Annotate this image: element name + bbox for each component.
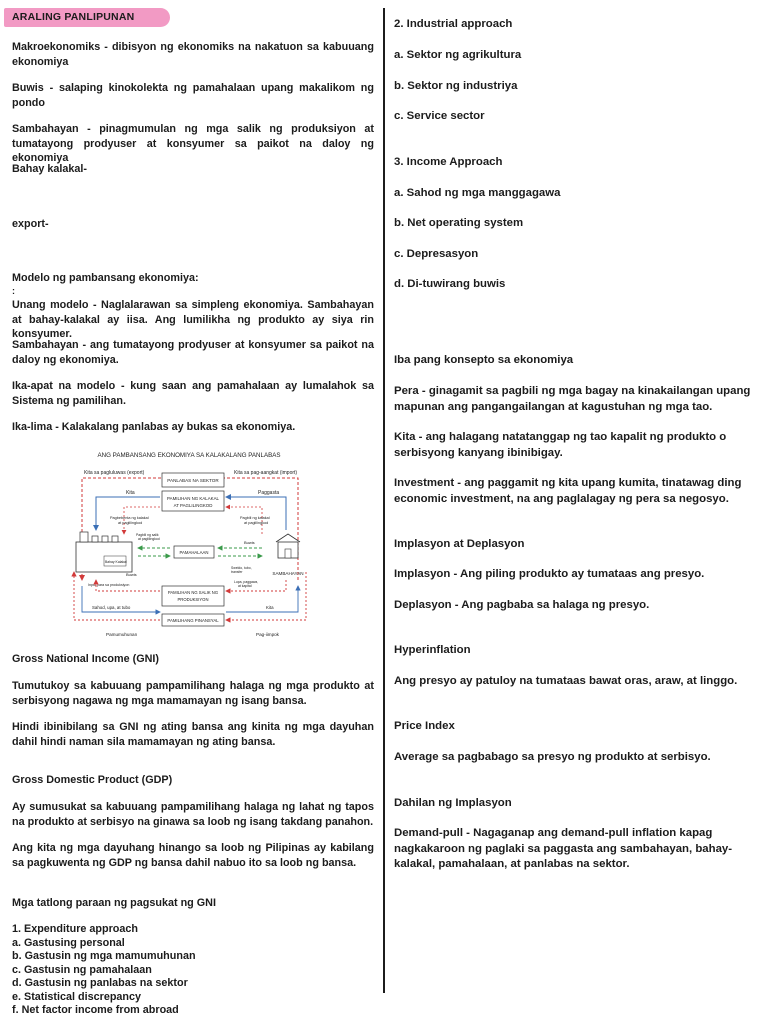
lupa-label-2: at kapital [238,584,252,588]
house-icon [276,534,300,558]
list-item: c. Depresasyon [394,248,479,260]
title-tag [4,8,170,27]
pagbebenta-label-1: Pagbebenta ng kalakal [110,516,149,520]
heading-dahilan: Dahilan ng Implasyon [394,797,512,809]
heading-implasyon-deplasyon: Implasyon at Deplasyon [394,538,525,550]
pamahalaan-label: PAMAHALAAN [179,550,209,555]
list-item: c. Service sector [394,110,485,122]
def-investment: Investment - ang paggamit ng kita upang kumita, tinatawag ding economic investment, na ang paglalagay ng pera sa negosyo. [394,477,742,505]
pamilihan-kalakal-label-1: PAMILIHAN NG KALAKAL [167,496,219,501]
pamilihang-pinansyal-label: PAMILIHANG PINANSYAL [167,618,219,623]
sahod-upa-label: Sahod, upa, at tubo [92,605,131,610]
page-title: ARALING PANLIPUNAN [12,11,135,23]
heading-iba-pang-konsepto: Iba pang konsepto sa ekonomiya [394,354,574,366]
pagbili-label-2: at paglilingkod [244,521,269,525]
industrial-approach: 2. Industrial approach [394,18,513,30]
list-item: a. Gastusing personal [12,937,125,949]
kita-bottom-label: Kita [266,605,274,610]
diagram-title: ANG PAMBANSANG EKONOMIYA SA KALAKALANG PANLABAS [97,452,281,459]
pamilihan-kalakal-box [162,491,224,511]
list-item: e. Statistical discrepancy [12,991,142,1003]
def-price-index: Average sa pagbabago sa presyo ng produkto at serbisyo. [394,751,711,763]
list-item: a. Sahod ng mga manggagawa [394,187,561,199]
column-divider [383,8,385,993]
gdp-def: Ay sumusukat sa kabuuang pampamilihang halaga ng lahat ng tapos na produkto at serbisyo na ginawa sa loob ng isang takdang panahon. [12,801,374,828]
unang-modelo: Unang modelo - Naglalarawan sa simpleng ekonomiya. Sambahayan at bahay-kalakal ay iisa. Ang lumilikha ng produkto ay siya rin konsyumer. [12,299,374,340]
list-item: 1. Expenditure approach [12,923,138,935]
pamilihan-kalakal-label-2: AT PAGLILINGKOD [173,503,213,508]
def-implasyon: Implasyon - Ang piling produkto ay tumataas ang presyo. [394,568,705,580]
def-pera: Pera - ginagamit sa pagbili ng mga bagay na kinakailangan upang mapunan ang pangangailangan at kagustuhan ng mga tao. [394,385,751,413]
pagbili-salik-label-1: Pagbili ng salik [136,533,159,537]
stray-colon: : [12,286,15,296]
sambahayan-label: SAMBAHAYAN [272,571,304,576]
circular-flow-diagram [66,448,312,644]
ika-apat-na-modelo: Ika-apat na modelo - kung saan ang pamahalaan ay lumalahok sa Sistema ng pamilihan. [12,380,374,407]
list-item: d. Gastusin ng panlabas na sektor [12,977,188,989]
def-deplasyon: Deplasyon - Ang pagbaba sa halaga ng presyo. [394,599,650,611]
income-approach: 3. Income Approach [394,156,503,168]
sahod-transfer-label-2: transfer [231,570,243,574]
pamilihan-salik-label-1: PAMILIHAN NG SALIK NG [167,590,219,595]
heading-gdp: Gross Domestic Product (GDP) [12,774,173,786]
panlabas-na-sektor-label: PANLABAS NA SEKTOR [167,478,219,483]
list-item: c. Gastusin ng pamahalaan [12,964,152,976]
pagbili-salik-label-2: at paglilingkod [138,537,160,541]
gni-note: Hindi ibinibilang sa GNI ng ating bansa ang kinita ng mga dayuhan dahil hindi naman sila mamamayan ng ating bansa. [12,721,374,748]
kita-pag-aangkat-label: Kita sa pag-aangkat (import) [234,470,298,476]
input-label: Input para sa produksiyon [88,583,130,587]
gdp-note: Ang kita ng mga dayuhang hinango sa loob ng Pilipinas ay kabilang sa pagkuwenta ng GDP ng bansa dahil nabuo ito sa loob ng bansa. [12,842,374,869]
sahod-transfer-label-1: Sweldo, tubo, [231,566,252,570]
def-kita: Kita - ang halagang natatanggap ng tao kapalit ng produkto o serbisyong kanyang ibinibigay. [394,431,727,459]
sambahayan-modelo: Sambahayan - ang tumatayong prodyuser at konsyumer sa paikot na daloy ng ekonomiya. [12,339,374,366]
list-item: a. Sektor ng agrikultura [394,49,522,61]
kita-pagluluwas-label: Kita sa pagluluwas (export) [84,470,145,476]
heading-hyperinflation: Hyperinflation [394,644,471,656]
def-demand-pull: Demand-pull - Nagaganap ang demand-pull inflation kapag nagkakaroon ng paglaki sa paggasta ang sambahayan, bahay-kalakal, pamahalaan, at panlabas na sektor. [394,827,733,870]
def-bahay-kalakal: Bahay kalakal- [12,163,88,175]
pagbebenta-label-2: at paglilingkod [118,521,143,525]
def-hyperinflation: Ang presyo ay patuloy na tumataas bawat oras, araw, at linggo. [394,675,738,687]
bahay-kalakal-label: Bahay Kalakal [105,560,127,564]
ika-lima-modelo: Ika-lima - Kalakalang panlabas ay bukas sa ekonomiya. [12,421,296,433]
factory-icon [76,532,132,572]
pamilihan-salik-box [162,586,224,606]
pag-iimpok-label: Pag-iimpok [256,632,279,637]
heading-gni: Gross National Income (GNI) [12,653,159,665]
list-item: d. Di-tuwirang buwis [394,278,506,290]
paggasta-label: Paggasta [258,490,280,496]
def-export: export- [12,218,49,230]
buwis-label-left: Buwis [126,572,137,577]
pamumuhunan-label: Pamumuhunan [106,632,138,637]
lupa-label-1: Lupa, paggawa, [234,580,259,584]
def-sambahayan: Sambahayan - pinagmumulan ng mga salik ng produksiyon at tumatayong prodyuser at konsyumer sa paikot na daloy ng ekonomiya [12,123,374,164]
list-item: b. Sektor ng industriya [394,80,518,92]
pamilihan-salik-label-2: PRODUKSIYON [177,597,209,602]
gni-def: Tumutukoy sa kabuuang pampamilihang halaga ng mga produkto at serbisyong nagawa ng mga mamamayan ng isang bansa. [12,680,374,707]
list-item: b. Net operating system [394,217,524,229]
def-buwis: Buwis - salaping kinokolekta ng pamahalaan upang makalikom ng pondo [12,82,374,109]
buwis-label-right: Buwis [244,540,255,545]
heading-paraan: Mga tatlong paraan ng pagsukat ng GNI [12,897,216,909]
heading-modelo: Modelo ng pambansang ekonomiya: [12,272,199,284]
kita-label: Kita [126,490,135,496]
pagbili-label-1: Pagbili ng kalakal [240,516,270,520]
list-item: b. Gastusin ng mga mamumuhunan [12,950,196,962]
def-makroekonomiks: Makroekonomiks - dibisyon ng ekonomiks na nakatuon sa kabuuang ekonomiya [12,41,374,68]
heading-price-index: Price Index [394,720,455,732]
list-item: f. Net factor income from abroad [12,1004,179,1016]
